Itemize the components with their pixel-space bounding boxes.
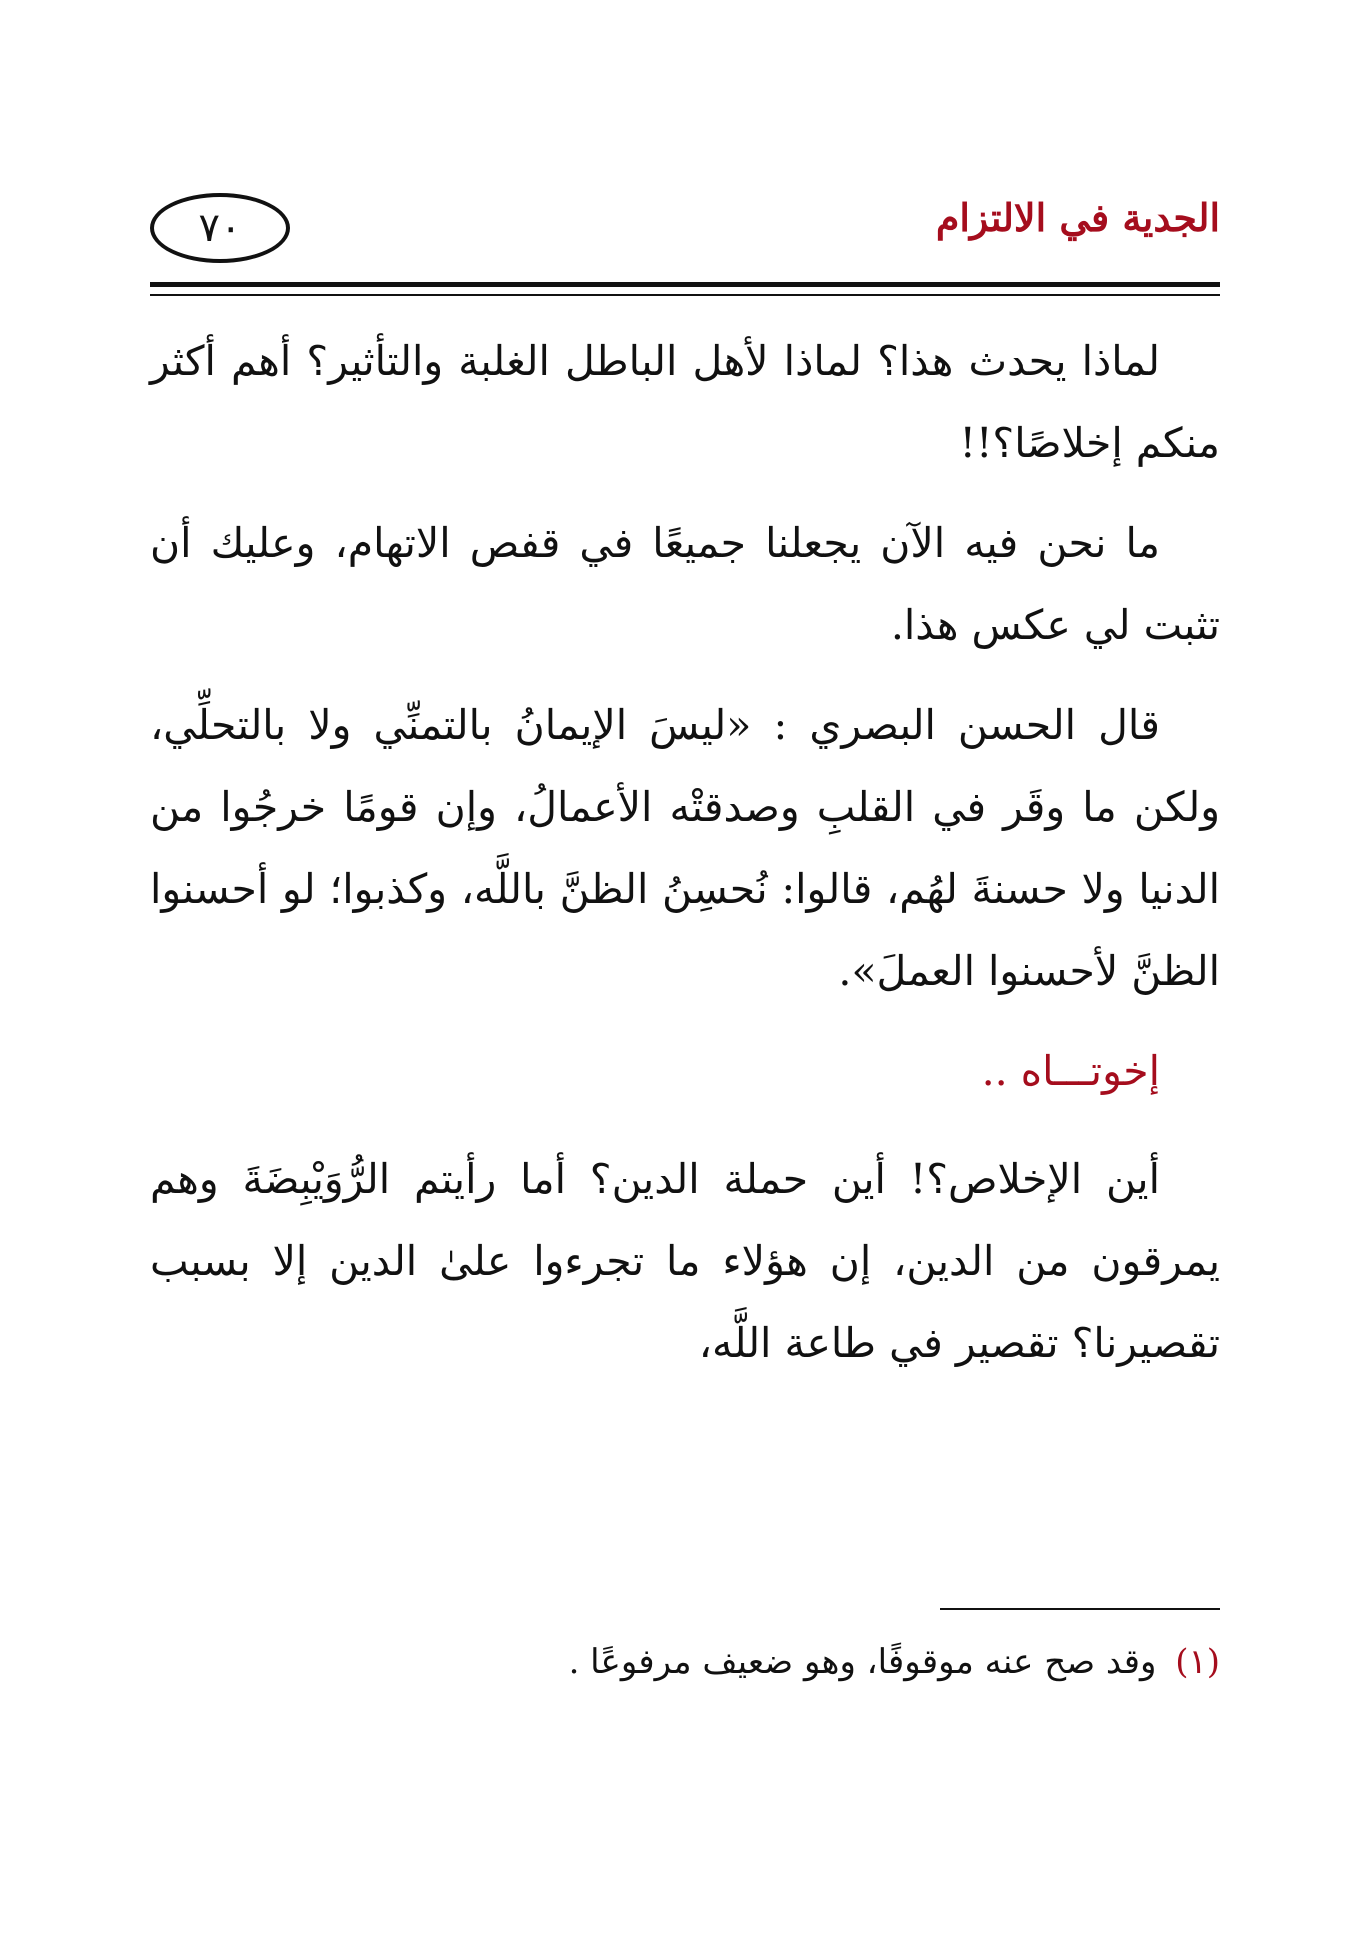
paragraph-2: ما نحن فيه الآن يجعلنا جميعًا في قفص الاتهام، وعليك أن تثبت لي عكس هذا. <box>150 519 1220 649</box>
book-title: الجدية في الالتزام <box>935 195 1220 240</box>
book-page <box>150 0 1220 1950</box>
page-header <box>150 185 1220 285</box>
footnote-separator <box>940 1608 1220 1610</box>
paragraph-4: أين الإخلاص؟! أين حملة الدين؟ أما رأيتم الرُّوَيْبِضَةَ وهم يمرقون من الدين، إن هؤلاء ما تجرءوا علىٰ الدين إلا بسبب تقصيرنا؟ تقصير في طاعة اللَّه، <box>150 1155 1220 1367</box>
paragraph-1: لماذا يحدث هذا؟ لماذا لأهل الباطل الغلبة والتأثير؟ أهم أكثر منكم إخلاصًا؟!! <box>150 337 1220 467</box>
paragraph-3-quote: قال الحسن البصري : «ليسَ الإيمانُ بالتمنِّي ولا بالتحلِّي، ولكن ما وقَر في القلبِ وصدقتْه الأعمالُ، وإن قومًا خرجُوا من الدنيا ولا حسنةَ لهُم، قالوا: نُحسِنُ الظنَّ باللَّه، وكذبوا؛ لو أحسنوا الظنَّ لأحسنوا العملَ». <box>150 701 1220 995</box>
header-rule-thick <box>150 282 1220 287</box>
footnote <box>150 1630 1220 1694</box>
footnote-marker: (١) <box>1175 1642 1220 1682</box>
footnote-text: وقد صح عنه موقوفًا، وهو ضعيف مرفوعًا . <box>568 1642 1157 1682</box>
page-number-text: ٧٠ <box>198 205 242 251</box>
header-rule-thin <box>150 294 1220 296</box>
section-subheading: إخوتـــاه .. <box>981 1047 1160 1095</box>
page-number <box>150 193 290 263</box>
page-body <box>150 320 1220 1402</box>
